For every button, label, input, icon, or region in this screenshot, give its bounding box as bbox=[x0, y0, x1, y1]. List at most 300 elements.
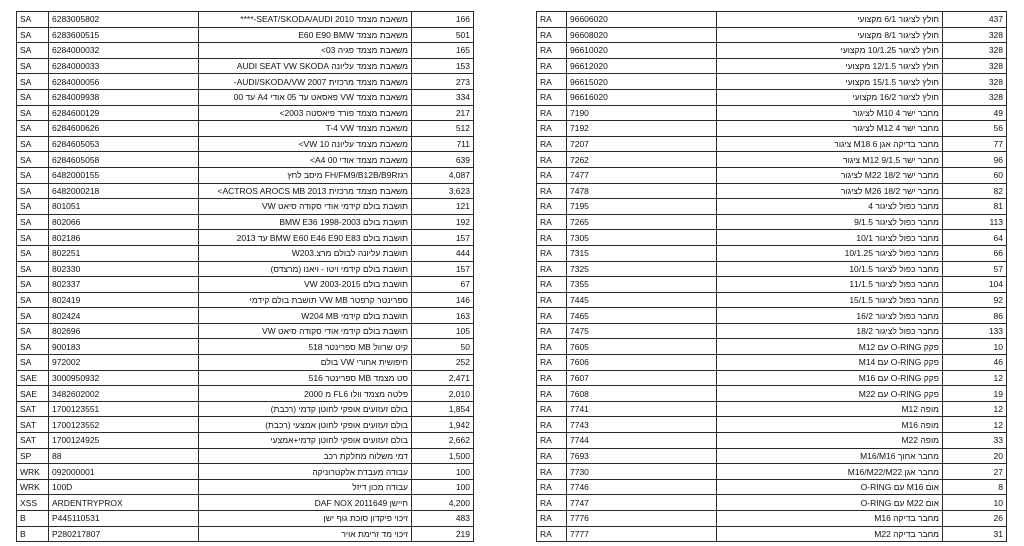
table-row bbox=[17, 121, 474, 137]
table-row bbox=[17, 386, 474, 402]
item-quantity-cell: 328 bbox=[943, 27, 1007, 43]
row-prefix-cell: SA bbox=[17, 121, 49, 137]
item-description-cell: דמי משלוח מחלקת רכב bbox=[199, 448, 412, 464]
item-quantity-cell: 328 bbox=[943, 43, 1007, 59]
item-description-cell: חולץ לציגור 8/1 מקצועי bbox=[717, 27, 943, 43]
item-code-cell: 7190 bbox=[567, 105, 717, 121]
item-description-cell: פקק O-RING עם M16 bbox=[717, 370, 943, 386]
table-row bbox=[17, 292, 474, 308]
row-prefix-cell: SA bbox=[17, 214, 49, 230]
row-prefix-cell: SA bbox=[17, 136, 49, 152]
item-quantity-cell: 165 bbox=[412, 43, 474, 59]
row-prefix-cell: WRK bbox=[17, 479, 49, 495]
item-quantity-cell: 157 bbox=[412, 230, 474, 246]
table-row bbox=[17, 448, 474, 464]
item-code-cell: 802066 bbox=[49, 214, 199, 230]
row-prefix-cell: RA bbox=[537, 355, 567, 371]
table-row bbox=[17, 355, 474, 371]
item-description-cell: תושבת עליונה לבולם מרצ.W203 bbox=[199, 245, 412, 261]
item-quantity-cell: 77 bbox=[943, 136, 1007, 152]
row-prefix-cell: SA bbox=[17, 58, 49, 74]
item-code-cell: 7693 bbox=[567, 448, 717, 464]
table-row bbox=[537, 479, 1007, 495]
row-prefix-cell: RA bbox=[537, 464, 567, 480]
item-quantity-cell: 50 bbox=[412, 339, 474, 355]
item-description-cell: סט מצמד MB ספרינטר 516 bbox=[199, 370, 412, 386]
item-description-cell: מופה M16 bbox=[717, 417, 943, 433]
item-description-cell: מחבר ישר 4 M10 לציגור bbox=[717, 105, 943, 121]
item-description-cell: חולץ לציגור 6/1 מקצועי bbox=[717, 12, 943, 28]
item-quantity-cell: 113 bbox=[943, 214, 1007, 230]
row-prefix-cell: SA bbox=[17, 308, 49, 324]
table-row bbox=[537, 12, 1007, 28]
item-description-cell: חולץ לציגור 10/1.25 מקצועי bbox=[717, 43, 943, 59]
row-prefix-cell: RA bbox=[537, 183, 567, 199]
item-quantity-cell: 66 bbox=[943, 245, 1007, 261]
row-prefix-cell: RA bbox=[537, 43, 567, 59]
item-code-cell: 802330 bbox=[49, 261, 199, 277]
row-prefix-cell: RA bbox=[537, 277, 567, 293]
row-prefix-cell: SA bbox=[17, 292, 49, 308]
row-prefix-cell: RA bbox=[537, 323, 567, 339]
table-row bbox=[537, 121, 1007, 137]
row-prefix-cell: SA bbox=[17, 323, 49, 339]
item-code-cell: 3482602002 bbox=[49, 386, 199, 402]
item-quantity-cell: 2,662 bbox=[412, 433, 474, 449]
table-row bbox=[537, 89, 1007, 105]
item-description-cell: חיפושית אחורי VW בולם bbox=[199, 355, 412, 371]
table-row bbox=[17, 214, 474, 230]
table-row bbox=[17, 27, 474, 43]
row-prefix-cell: RA bbox=[537, 526, 567, 542]
item-code-cell: 7192 bbox=[567, 121, 717, 137]
table-row bbox=[17, 105, 474, 121]
item-quantity-cell: 86 bbox=[943, 308, 1007, 324]
item-quantity-cell: 1,854 bbox=[412, 401, 474, 417]
item-code-cell: 6283005802 bbox=[49, 12, 199, 28]
row-prefix-cell: SAT bbox=[17, 417, 49, 433]
item-quantity-cell: 501 bbox=[412, 27, 474, 43]
row-prefix-cell: RA bbox=[537, 433, 567, 449]
item-description-cell: ספרינטר קרפטר VW MB תושבת בולם קידמי bbox=[199, 292, 412, 308]
item-quantity-cell: 219 bbox=[412, 526, 474, 542]
item-description-cell: מחבר כפול לציגור 10/1 bbox=[717, 230, 943, 246]
item-quantity-cell: 12 bbox=[943, 401, 1007, 417]
item-quantity-cell: 46 bbox=[943, 355, 1007, 371]
table-row bbox=[17, 323, 474, 339]
item-quantity-cell: 33 bbox=[943, 433, 1007, 449]
row-prefix-cell: RA bbox=[537, 370, 567, 386]
item-code-cell: 7445 bbox=[567, 292, 717, 308]
row-prefix-cell: RA bbox=[537, 105, 567, 121]
table-row bbox=[537, 27, 1007, 43]
item-code-cell: 7730 bbox=[567, 464, 717, 480]
item-description-cell: מחבר כפול לציגור 10/1.25 bbox=[717, 245, 943, 261]
item-code-cell: 900183 bbox=[49, 339, 199, 355]
table-row bbox=[17, 43, 474, 59]
table-row bbox=[537, 152, 1007, 168]
item-code-cell: 7777 bbox=[567, 526, 717, 542]
row-prefix-cell: RA bbox=[537, 136, 567, 152]
item-code-cell: 7305 bbox=[567, 230, 717, 246]
row-prefix-cell: SAE bbox=[17, 386, 49, 402]
item-description-cell: מחבר בדיקה אגן 6 M18 ציגור bbox=[717, 136, 943, 152]
item-description-cell: פקק O-RING עם M14 bbox=[717, 355, 943, 371]
row-prefix-cell: RA bbox=[537, 167, 567, 183]
table-row bbox=[17, 183, 474, 199]
item-code-cell: 7207 bbox=[567, 136, 717, 152]
table-row bbox=[537, 105, 1007, 121]
item-code-cell: 7608 bbox=[567, 386, 717, 402]
item-description-cell: בולם זעזועים אופקי לחוטן קדמי (רכבת) bbox=[199, 401, 412, 417]
item-code-cell: 96616020 bbox=[567, 89, 717, 105]
item-quantity-cell: 96 bbox=[943, 152, 1007, 168]
item-quantity-cell: 60 bbox=[943, 167, 1007, 183]
item-code-cell: 802696 bbox=[49, 323, 199, 339]
table-row bbox=[17, 511, 474, 527]
table-row bbox=[537, 448, 1007, 464]
item-code-cell: 7265 bbox=[567, 214, 717, 230]
row-prefix-cell: RA bbox=[537, 74, 567, 90]
item-quantity-cell: 483 bbox=[412, 511, 474, 527]
table-row bbox=[17, 245, 474, 261]
item-description-cell: תושבת בולם BMW E60 E46 E90 E83 עד 2013 bbox=[199, 230, 412, 246]
item-code-cell: 6482000218 bbox=[49, 183, 199, 199]
row-prefix-cell: XSS bbox=[17, 495, 49, 511]
item-quantity-cell: 512 bbox=[412, 121, 474, 137]
item-description-cell: אום M16 עם O-RING bbox=[717, 479, 943, 495]
row-prefix-cell: SAE bbox=[17, 370, 49, 386]
item-code-cell: 7747 bbox=[567, 495, 717, 511]
table-row bbox=[17, 152, 474, 168]
item-quantity-cell: 639 bbox=[412, 152, 474, 168]
table-row bbox=[537, 43, 1007, 59]
item-description-cell: חיישן DAF NOX 2011649 bbox=[199, 495, 412, 511]
item-description-cell: תושבת בולם קידמי אודי סקודה סיאט VW bbox=[199, 199, 412, 215]
item-quantity-cell: 328 bbox=[943, 89, 1007, 105]
item-quantity-cell: 104 bbox=[943, 277, 1007, 293]
item-quantity-cell: 31 bbox=[943, 526, 1007, 542]
table-row bbox=[17, 167, 474, 183]
item-code-cell: 7477 bbox=[567, 167, 717, 183]
table-row bbox=[537, 401, 1007, 417]
item-code-cell: 3000950932 bbox=[49, 370, 199, 386]
item-description-cell: מחבר כפול לציגור 16/2 bbox=[717, 308, 943, 324]
item-code-cell: 7475 bbox=[567, 323, 717, 339]
table-row bbox=[537, 214, 1007, 230]
item-code-cell: 7195 bbox=[567, 199, 717, 215]
item-quantity-cell: 12 bbox=[943, 370, 1007, 386]
item-description-cell: בולם זעזועים אופקי לחוטן קדמי+אמצעי bbox=[199, 433, 412, 449]
item-code-cell: 6284600129 bbox=[49, 105, 199, 121]
row-prefix-cell: RA bbox=[537, 230, 567, 246]
item-description-cell: זיכוי פיקדון סוכת גוף ישן bbox=[199, 511, 412, 527]
row-prefix-cell: SA bbox=[17, 183, 49, 199]
item-description-cell: משאבת מצמד פורד פיאסטה 2003> bbox=[199, 105, 412, 121]
row-prefix-cell: RA bbox=[537, 245, 567, 261]
item-description-cell: חולץ לציגור 15/1.5 מקצועי bbox=[717, 74, 943, 90]
item-description-cell: מחבר אחוך M16/M16 bbox=[717, 448, 943, 464]
item-code-cell: 6284605053 bbox=[49, 136, 199, 152]
item-code-cell: 6284000033 bbox=[49, 58, 199, 74]
table-row bbox=[537, 277, 1007, 293]
left-price-table bbox=[16, 11, 474, 542]
item-quantity-cell: 12 bbox=[943, 417, 1007, 433]
item-description-cell: מחבר כפול לציגור 11/1.5 bbox=[717, 277, 943, 293]
row-prefix-cell: SA bbox=[17, 105, 49, 121]
row-prefix-cell: SA bbox=[17, 230, 49, 246]
row-prefix-cell: SP bbox=[17, 448, 49, 464]
right-table-body bbox=[537, 12, 1007, 542]
table-row bbox=[537, 58, 1007, 74]
table-row bbox=[17, 401, 474, 417]
item-quantity-cell: 92 bbox=[943, 292, 1007, 308]
item-code-cell: 88 bbox=[49, 448, 199, 464]
row-prefix-cell: SA bbox=[17, 152, 49, 168]
item-code-cell: 96615020 bbox=[567, 74, 717, 90]
row-prefix-cell: SAT bbox=[17, 433, 49, 449]
row-prefix-cell: RA bbox=[537, 292, 567, 308]
item-description-cell: תושבת בולם קידמי W204 MB bbox=[199, 308, 412, 324]
item-code-cell: 96608020 bbox=[567, 27, 717, 43]
item-quantity-cell: 82 bbox=[943, 183, 1007, 199]
table-row bbox=[17, 479, 474, 495]
item-quantity-cell: 10 bbox=[943, 495, 1007, 511]
table-row bbox=[537, 355, 1007, 371]
item-description-cell: חולץ לציגור 12/1.5 מקצועי bbox=[717, 58, 943, 74]
row-prefix-cell: RA bbox=[537, 89, 567, 105]
item-quantity-cell: 273 bbox=[412, 74, 474, 90]
row-prefix-cell: RA bbox=[537, 152, 567, 168]
row-prefix-cell: RA bbox=[537, 214, 567, 230]
item-code-cell: 1700124925 bbox=[49, 433, 199, 449]
table-row bbox=[537, 308, 1007, 324]
row-prefix-cell: SA bbox=[17, 12, 49, 28]
item-description-cell: משאבת מצמד E60 E90 BMW bbox=[199, 27, 412, 43]
item-quantity-cell: 49 bbox=[943, 105, 1007, 121]
item-description-cell: תושבת בולם קידמי ויטו - ויאנו (מרצדס) bbox=[199, 261, 412, 277]
table-row bbox=[17, 12, 474, 28]
item-code-cell: 802419 bbox=[49, 292, 199, 308]
item-code-cell: 7607 bbox=[567, 370, 717, 386]
row-prefix-cell: RA bbox=[537, 199, 567, 215]
table-row bbox=[537, 74, 1007, 90]
item-description-cell: חולץ לציגור 16/2 מקצועי bbox=[717, 89, 943, 105]
item-description-cell: מחבר בדיקה M22 bbox=[717, 526, 943, 542]
item-code-cell: 7776 bbox=[567, 511, 717, 527]
table-row bbox=[17, 526, 474, 542]
item-code-cell: 6284000032 bbox=[49, 43, 199, 59]
row-prefix-cell: RA bbox=[537, 511, 567, 527]
item-code-cell: 972002 bbox=[49, 355, 199, 371]
item-code-cell: 7605 bbox=[567, 339, 717, 355]
table-row bbox=[17, 464, 474, 480]
item-description-cell: בולם זעזועים אופקי לחוטן אמצעי (רכבת) bbox=[199, 417, 412, 433]
row-prefix-cell: B bbox=[17, 511, 49, 527]
table-row bbox=[537, 495, 1007, 511]
row-prefix-cell: WRK bbox=[17, 464, 49, 480]
item-code-cell: 802337 bbox=[49, 277, 199, 293]
item-quantity-cell: 217 bbox=[412, 105, 474, 121]
item-description-cell: מופה M12 bbox=[717, 401, 943, 417]
item-description-cell: מחבר ישר 9/1.5 M12 ציגור bbox=[717, 152, 943, 168]
item-code-cell: 6284000056 bbox=[49, 74, 199, 90]
item-code-cell: 092000001 bbox=[49, 464, 199, 480]
item-description-cell: פקק O-RING עם M22 bbox=[717, 386, 943, 402]
item-description-cell: מחבר ישר 4 M12 לציגור bbox=[717, 121, 943, 137]
table-row bbox=[537, 230, 1007, 246]
item-quantity-cell: 26 bbox=[943, 511, 1007, 527]
table-row bbox=[17, 308, 474, 324]
item-description-cell: משאבת מצמד פגיה 03> bbox=[199, 43, 412, 59]
row-prefix-cell: SA bbox=[17, 277, 49, 293]
item-quantity-cell: 81 bbox=[943, 199, 1007, 215]
row-prefix-cell: SA bbox=[17, 74, 49, 90]
table-row bbox=[17, 89, 474, 105]
item-quantity-cell: 100 bbox=[412, 464, 474, 480]
item-code-cell: 7315 bbox=[567, 245, 717, 261]
item-description-cell: תושבת בולם קידמי אודי סקודה סיאט VW bbox=[199, 323, 412, 339]
item-code-cell: 1700123552 bbox=[49, 417, 199, 433]
table-row bbox=[537, 167, 1007, 183]
row-prefix-cell: SA bbox=[17, 43, 49, 59]
item-quantity-cell: 166 bbox=[412, 12, 474, 28]
table-row bbox=[537, 292, 1007, 308]
table-row bbox=[17, 261, 474, 277]
item-quantity-cell: 163 bbox=[412, 308, 474, 324]
table-row bbox=[537, 199, 1007, 215]
row-prefix-cell: SA bbox=[17, 261, 49, 277]
row-prefix-cell: SA bbox=[17, 245, 49, 261]
row-prefix-cell: SA bbox=[17, 167, 49, 183]
item-quantity-cell: 328 bbox=[943, 58, 1007, 74]
item-quantity-cell: 3,623 bbox=[412, 183, 474, 199]
item-quantity-cell: 4,200 bbox=[412, 495, 474, 511]
item-code-cell: 801051 bbox=[49, 199, 199, 215]
table-row bbox=[537, 417, 1007, 433]
item-code-cell: 7746 bbox=[567, 479, 717, 495]
item-quantity-cell: 252 bbox=[412, 355, 474, 371]
item-description-cell: משאבת מצמד עליונה VW 10> bbox=[199, 136, 412, 152]
item-quantity-cell: 133 bbox=[943, 323, 1007, 339]
item-quantity-cell: 146 bbox=[412, 292, 474, 308]
item-code-cell: 96612020 bbox=[567, 58, 717, 74]
table-row bbox=[537, 370, 1007, 386]
table-row bbox=[537, 323, 1007, 339]
row-prefix-cell: SA bbox=[17, 89, 49, 105]
table-row bbox=[17, 495, 474, 511]
item-code-cell: P280217807 bbox=[49, 526, 199, 542]
row-prefix-cell: RA bbox=[537, 12, 567, 28]
row-prefix-cell: RA bbox=[537, 448, 567, 464]
item-description-cell: מחבר כפול לציגור 18/2 bbox=[717, 323, 943, 339]
row-prefix-cell: RA bbox=[537, 495, 567, 511]
item-quantity-cell: 444 bbox=[412, 245, 474, 261]
item-code-cell: 7741 bbox=[567, 401, 717, 417]
table-row bbox=[17, 277, 474, 293]
item-description-cell: מחבר בדיקה M16 bbox=[717, 511, 943, 527]
item-code-cell: 7325 bbox=[567, 261, 717, 277]
item-quantity-cell: 121 bbox=[412, 199, 474, 215]
item-code-cell: 7743 bbox=[567, 417, 717, 433]
item-description-cell: עבודה מכון דיזל bbox=[199, 479, 412, 495]
item-description-cell: מחבר אגן M16/M22/M22 bbox=[717, 464, 943, 480]
item-description-cell: תושבת בולם VW 2003-2015 bbox=[199, 277, 412, 293]
row-prefix-cell: RA bbox=[537, 308, 567, 324]
item-description-cell: מחבר כפול לציגור 9/1.5 bbox=[717, 214, 943, 230]
item-code-cell: 6284009938 bbox=[49, 89, 199, 105]
table-row bbox=[17, 199, 474, 215]
table-row bbox=[17, 370, 474, 386]
right-price-table bbox=[536, 11, 1007, 542]
table-row bbox=[17, 230, 474, 246]
item-description-cell: משאבת מצמד T-4 VW bbox=[199, 121, 412, 137]
item-quantity-cell: 711 bbox=[412, 136, 474, 152]
table-row bbox=[537, 511, 1007, 527]
table-row bbox=[537, 386, 1007, 402]
item-description-cell: זיכוי מד זרימת אויר bbox=[199, 526, 412, 542]
item-description-cell: תושבת בולם BMW E36 1998-2003 bbox=[199, 214, 412, 230]
row-prefix-cell: SA bbox=[17, 355, 49, 371]
table-row bbox=[17, 136, 474, 152]
item-code-cell: 7262 bbox=[567, 152, 717, 168]
item-description-cell: קיט שרוול MB ספרינטר 518 bbox=[199, 339, 412, 355]
item-description-cell: משאבת מצמד SEAT/SKODA/AUDI 2010-**** bbox=[199, 12, 412, 28]
item-code-cell: P445110531 bbox=[49, 511, 199, 527]
item-quantity-cell: 19 bbox=[943, 386, 1007, 402]
item-code-cell: 96610020 bbox=[567, 43, 717, 59]
item-quantity-cell: 1,500 bbox=[412, 448, 474, 464]
row-prefix-cell: B bbox=[17, 526, 49, 542]
item-quantity-cell: 8 bbox=[943, 479, 1007, 495]
row-prefix-cell: SAT bbox=[17, 401, 49, 417]
row-prefix-cell: SA bbox=[17, 339, 49, 355]
table-row bbox=[17, 74, 474, 90]
item-description-cell: אום M22 עם O-RING bbox=[717, 495, 943, 511]
left-table-body bbox=[17, 12, 474, 542]
row-prefix-cell: SA bbox=[17, 199, 49, 215]
item-code-cell: 1700123551 bbox=[49, 401, 199, 417]
table-row bbox=[537, 464, 1007, 480]
item-quantity-cell: 20 bbox=[943, 448, 1007, 464]
item-code-cell: 6284605058 bbox=[49, 152, 199, 168]
item-quantity-cell: 27 bbox=[943, 464, 1007, 480]
row-prefix-cell: RA bbox=[537, 401, 567, 417]
table-row bbox=[17, 339, 474, 355]
item-description-cell: פלטה מצמד וולו FL6 מ 2000 bbox=[199, 386, 412, 402]
item-quantity-cell: 67 bbox=[412, 277, 474, 293]
item-quantity-cell: 2,471 bbox=[412, 370, 474, 386]
item-quantity-cell: 334 bbox=[412, 89, 474, 105]
table-row bbox=[537, 245, 1007, 261]
item-description-cell: משאבת מצמד מרכזית ACTROS AROCS MB 2013> bbox=[199, 183, 412, 199]
item-description-cell: משאבת מצמד מרכזית AUDI/SKODA/VW 2007- bbox=[199, 74, 412, 90]
item-quantity-cell: 64 bbox=[943, 230, 1007, 246]
row-prefix-cell: RA bbox=[537, 121, 567, 137]
item-code-cell: 802251 bbox=[49, 245, 199, 261]
row-prefix-cell: RA bbox=[537, 261, 567, 277]
item-description-cell: מחבר כפול לציגור 15/1.5 bbox=[717, 292, 943, 308]
item-quantity-cell: 328 bbox=[943, 74, 1007, 90]
table-row bbox=[537, 183, 1007, 199]
table-row bbox=[17, 58, 474, 74]
row-prefix-cell: RA bbox=[537, 339, 567, 355]
table-row bbox=[537, 526, 1007, 542]
item-code-cell: 6482000155 bbox=[49, 167, 199, 183]
item-quantity-cell: 1,942 bbox=[412, 417, 474, 433]
item-code-cell: ARDENTRYPROX bbox=[49, 495, 199, 511]
table-row bbox=[537, 136, 1007, 152]
